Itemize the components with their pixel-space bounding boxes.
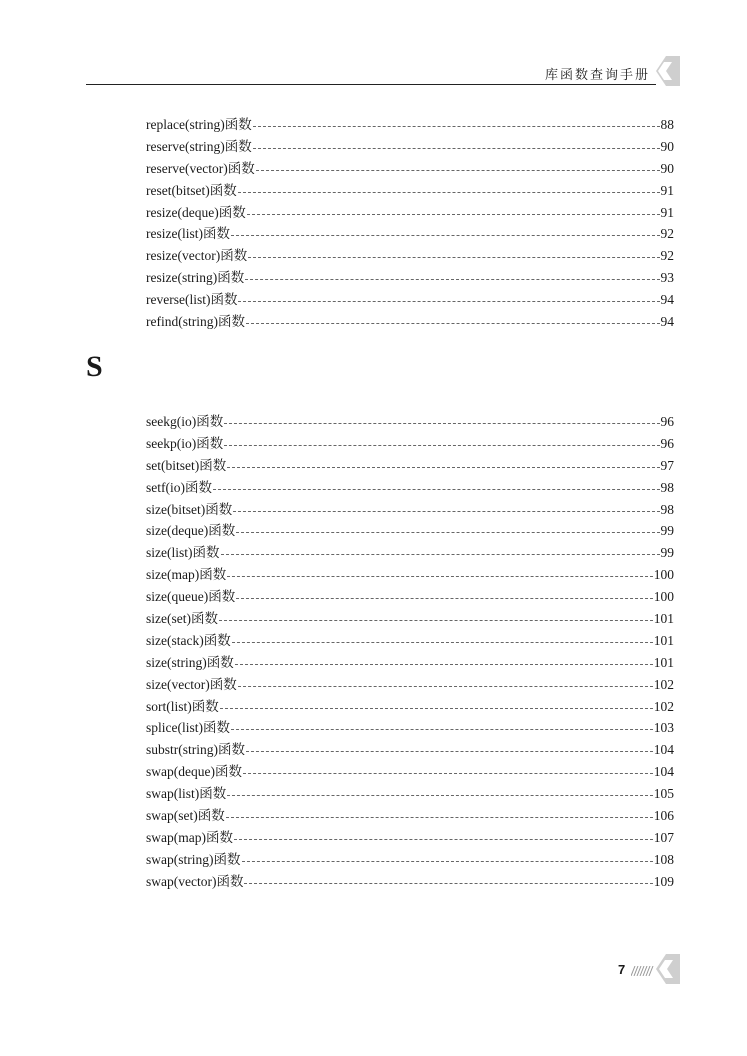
toc-entry [146,738,674,760]
dot-leader [238,678,653,687]
toc-entry [146,476,674,498]
toc-entry-label: seekp(io)函数 [146,435,224,451]
toc-entry-label: resize(deque)函数 [146,204,246,220]
dot-leader [256,162,660,171]
toc-entry-label: setf(io)函数 [146,479,212,495]
toc-entry-label: seekg(io)函数 [146,414,224,429]
dot-leader [245,271,659,280]
dot-leader [253,140,660,149]
toc-entry [146,288,674,310]
dot-leader [219,612,653,621]
toc-entry-label: splice(list)函数 [146,720,230,736]
toc-entry [146,651,674,673]
dot-leader [234,831,653,840]
toc-entry-label: swap(vector)函数 [146,873,244,889]
toc-entry-label: size(bitset)函数 [146,501,233,517]
page-corner-chevron-icon [654,954,680,984]
toc-entry-label: reserve(vector)函数 [146,160,255,176]
toc-entry-label: reverse(list)函数 [146,292,238,308]
dot-leader [236,524,659,533]
toc-entry [146,629,674,651]
toc-entry-page-number: 92 [660,226,674,242]
dot-leader [238,184,660,193]
toc-entry [146,760,674,782]
toc-entry-label: size(string)函数 [146,654,234,670]
toc-entry-label: size(stack)函数 [146,632,231,648]
toc-entry-label: swap(list)函数 [146,786,227,802]
toc-entry [146,179,674,201]
toc-entry-label: resize(vector)函数 [146,248,248,264]
toc-entry-label: swap(set)函数 [146,808,225,824]
dot-leader [238,293,659,302]
toc-entry-page-number: 96 [660,435,674,451]
toc-entry [146,244,674,266]
toc-entry-page-number: 106 [653,808,674,824]
toc-entry-label: size(vector)函数 [146,676,237,692]
toc-entry-label: size(queue)函数 [146,589,236,605]
toc-entry [146,673,674,695]
toc-entry-page-number: 107 [653,829,674,845]
toc-entry-label: size(list)函数 [146,545,220,561]
toc-entry-page-number: 90 [660,138,674,154]
toc-entry [146,454,674,476]
dot-leader [232,634,653,643]
page-header-title: 库函数查询手册 [544,68,650,83]
dot-leader [246,315,660,324]
toc-entry-label: reserve(string)函数 [146,138,252,154]
toc-entry-page-number: 101 [653,632,674,648]
toc-entry [146,113,674,135]
dot-leader [213,481,660,490]
toc-entry-page-number: 100 [653,589,674,605]
footer-hatch-decoration [631,966,655,976]
dot-leader [248,249,659,258]
toc-entry-page-number: 101 [653,654,674,670]
toc-entry-page-number: 102 [653,676,674,692]
dot-leader [227,787,653,796]
dot-leader [224,415,659,424]
toc-entry-label: size(deque)函数 [146,523,236,539]
toc-entry-page-number: 91 [660,182,674,198]
toc-entry [146,782,674,804]
toc-entry-label: swap(deque)函数 [146,764,242,780]
toc-entry-page-number: 96 [660,414,674,429]
header-rule [86,84,656,85]
dot-leader [246,743,653,752]
toc-entry-label: sort(list)函数 [146,698,219,714]
dot-leader [221,546,660,555]
toc-entry-page-number: 91 [660,204,674,220]
toc-entry [146,157,674,179]
toc-entry [146,695,674,717]
footer-page-number: 7 [618,962,626,977]
toc-entry [146,870,674,892]
toc-entry [146,848,674,870]
dot-leader [235,656,653,665]
toc-entry-label: swap(string)函数 [146,851,241,867]
dot-leader [231,721,653,730]
toc-entry [146,804,674,826]
dot-leader [226,809,653,818]
dot-leader [231,227,660,236]
toc-entry-label: set(bitset)函数 [146,457,227,473]
toc-entry-page-number: 103 [653,720,674,736]
toc-entry-label: size(map)函数 [146,567,227,583]
toc-entry [146,607,674,629]
toc-entry [146,410,674,432]
dot-leader [224,437,659,446]
toc-entry-page-number: 109 [653,873,674,889]
toc-entry-label: refind(string)函数 [146,314,245,330]
toc-entry [146,585,674,607]
toc-entry-label: substr(string)函数 [146,742,245,758]
toc-entry-page-number: 105 [653,786,674,802]
toc-entry-page-number: 94 [660,292,674,308]
toc-entry-page-number: 92 [660,248,674,264]
toc-entry-page-number: 104 [653,764,674,780]
toc-entry-page-number: 99 [660,523,674,539]
dot-leader [242,853,653,862]
dot-leader [236,590,653,599]
toc-entry-page-number: 98 [660,479,674,495]
toc-section-r [146,113,674,332]
toc-entry-page-number: 101 [653,611,674,627]
toc-entry [146,310,674,332]
toc-entry-page-number: 99 [660,545,674,561]
toc-entry-page-number: 98 [660,501,674,517]
toc-entry-label: resize(string)函数 [146,270,245,286]
toc-entry [146,498,674,520]
dot-leader [243,765,653,774]
toc-entry-page-number: 93 [660,270,674,286]
toc-entry-label: size(set)函数 [146,611,218,627]
toc-entry [146,266,674,288]
dot-leader [220,699,653,708]
toc-section-s [146,410,674,892]
dot-leader [247,205,660,214]
toc-entry-label: replace(string)函数 [146,117,252,132]
toc-entry-page-number: 104 [653,742,674,758]
dot-leader [253,118,660,127]
dot-leader [227,459,659,468]
toc-entry-label: resize(list)函数 [146,226,230,242]
toc-entry-page-number: 102 [653,698,674,714]
dot-leader [244,875,652,884]
toc-entry-page-number: 108 [653,851,674,867]
toc-entry [146,432,674,454]
section-heading-s: S [86,350,103,383]
toc-entry-page-number: 100 [653,567,674,583]
toc-entry [146,541,674,563]
toc-entry-page-number: 97 [660,457,674,473]
toc-entry [146,563,674,585]
toc-entry [146,716,674,738]
toc-entry-label: reset(bitset)函数 [146,182,237,198]
toc-entry-page-number: 90 [660,160,674,176]
toc-entry-page-number: 94 [660,314,674,330]
toc-entry [146,135,674,157]
toc-entry [146,222,674,244]
toc-entry-page-number: 88 [660,117,674,132]
dot-leader [227,568,653,577]
toc-entry [146,519,674,541]
toc-entry [146,201,674,223]
dot-leader [233,502,659,511]
toc-entry [146,826,674,848]
page-corner-chevron-icon [652,56,680,86]
toc-entry-label: swap(map)函数 [146,829,233,845]
